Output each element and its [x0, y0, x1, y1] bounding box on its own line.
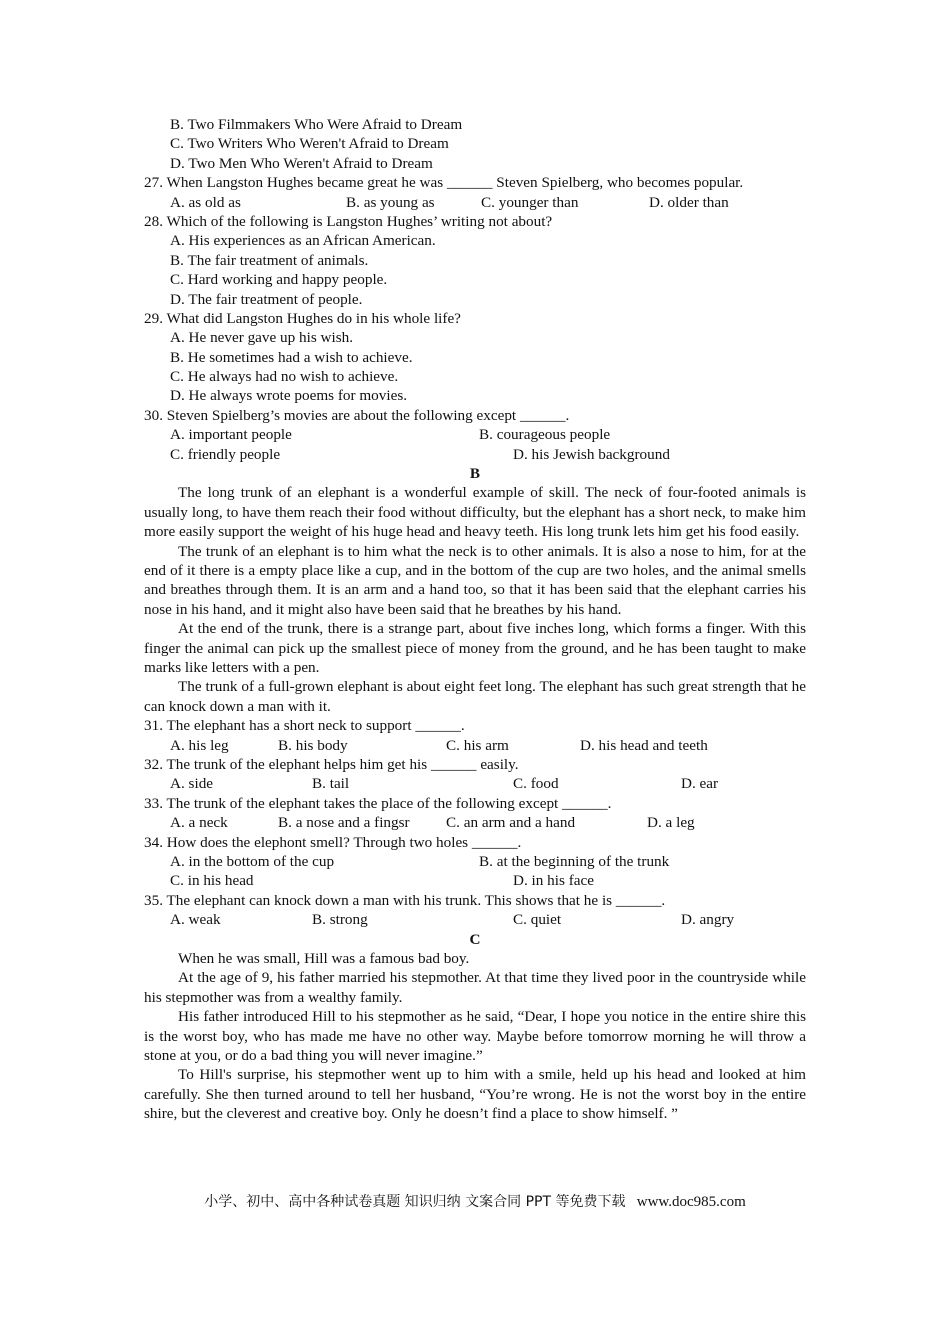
q31-option-d: D. his head and teeth — [580, 736, 708, 754]
q33-option-d: D. a leg — [647, 814, 695, 832]
q28-option-d: D. The fair treatment of people. — [170, 290, 363, 308]
q29-option-c: C. He always had no wish to achieve. — [170, 368, 399, 386]
q30-option-b: B. courageous people — [479, 426, 611, 444]
page-footer — [0, 1191, 950, 1211]
footer-url[interactable]: www.doc985.com — [636, 1194, 746, 1210]
q28-option-b: B. The fair treatment of animals. — [170, 251, 369, 269]
section-b-paragraph-2: The trunk of an elephant is to him what the neck is to other animals. It is also a nose to him, for at the end of it there is a empty place like a cup, and in the bottom of the cup are two holes, and the animal smells and breathes through them. It is an arm and a hand too, so that it has been said that the elephant carries his nose in his hand, and it might also have been said that he breathes by his hand. — [144, 542, 806, 618]
q26-option-b: B. Two Filmmakers Who Were Afraid to Dream — [170, 116, 463, 133]
q27-option-b: B. as young as — [346, 193, 435, 211]
q31-option-c: C. his arm — [446, 736, 509, 754]
q26-option-d: D. Two Men Who Weren't Afraid to Dream — [170, 154, 433, 172]
section-c-paragraph-4: To Hill's surprise, his stepmother went up to him with a smile, held up his head and looked at him carefully. She then turned around to tell her husband, “You’re wrong. He is not the worst boy in the entire shire, but the cleverest and creative boy. Only he doesn’t find a place to show himself. ” — [144, 1066, 806, 1123]
q33-option-b: B. a nose and a fingsr — [278, 814, 410, 832]
footer-text: 小学、初中、高中各种试卷真题 知识归纳 文案合同 PPT 等免费下载 — [204, 1194, 626, 1210]
q30-option-c: C. friendly people — [170, 445, 281, 463]
q32-option-c: C. food — [513, 775, 559, 793]
q32-options — [144, 774, 806, 793]
q27-options — [144, 193, 806, 212]
q35-option-c: C. quiet — [513, 911, 562, 929]
section-c-paragraph-2: At the age of 9, his father married his stepmother. At that time they lived poor in the countryside while his stepmother was from a wealthy family. — [144, 969, 806, 1006]
q31-option-a: A. his leg — [170, 736, 229, 754]
q35-option-d: D. angry — [681, 911, 735, 929]
section-b-paragraph-3: At the end of the trunk, there is a strange part, about five inches long, which forms a finger. With this finger the animal can pick up the smallest piece of money from the ground, and he has been taught to make marks like letters with a pen. — [144, 620, 806, 677]
q31-option-b: B. his body — [278, 736, 348, 754]
section-b-paragraph-4: The trunk of a full-grown elephant is about eight feet long. The elephant has such great strength that he can knock down a man with it. — [144, 678, 806, 715]
q35-option-a: A. weak — [170, 911, 221, 929]
q30-options-row1 — [144, 425, 806, 444]
q30-stem: 30. Steven Spielberg’s movies are about the following except ______. — [144, 406, 570, 424]
q27-stem: 27. When Langston Hughes became great he was ______ Steven Spielberg, who becomes popular. — [144, 174, 744, 192]
q33-option-c: C. an arm and a hand — [446, 814, 576, 832]
q35-stem: 35. The elephant can knock down a man with his trunk. This shows that he is ______. — [144, 891, 666, 909]
q29-option-d: D. He always wrote poems for movies. — [170, 387, 408, 405]
q34-option-a: A. in the bottom of the cup — [170, 853, 335, 871]
q32-stem: 32. The trunk of the elephant helps him get his ______ easily. — [144, 756, 519, 774]
q34-stem: 34. How does the elephont smell? Through two holes ______. — [144, 833, 522, 851]
section-c-heading: C — [469, 930, 481, 948]
document-body — [144, 115, 806, 1124]
q32-option-d: D. ear — [681, 775, 719, 793]
q30-option-d: D. his Jewish background — [513, 445, 670, 463]
section-b-heading: B — [469, 465, 481, 483]
section-c-paragraph-1: When he was small, Hill was a famous bad boy. — [178, 949, 470, 967]
q34-options-row2 — [144, 871, 806, 890]
q34-options-row1 — [144, 852, 806, 871]
q27-option-a: A. as old as — [170, 193, 241, 211]
q26-option-c: C. Two Writers Who Weren't Afraid to Dream — [170, 135, 449, 153]
q30-options-row2 — [144, 445, 806, 464]
section-b-paragraph-1: The long trunk of an elephant is a wonderful example of skill. The neck of four-footed animals is usually long, to have them reach their food without difficulty, but the elephant has a short neck, to make him more easily support the weight of his huge head and heavy teeth. His long trunk lets him get his food easily. — [144, 484, 806, 541]
q28-option-a: A. His experiences as an African American. — [170, 232, 436, 250]
q35-option-b: B. strong — [312, 911, 368, 929]
q33-option-a: A. a neck — [170, 814, 228, 832]
q33-options — [144, 813, 806, 832]
section-c-paragraph-3: His father introduced Hill to his stepmother as he said, “Dear, I hope you notice in the entire shire this is the worst boy, who has made me have no other way. Maybe before tomorrow morning he will throw a stone at you, or do a bad thing you will never imagine.” — [144, 1008, 806, 1065]
q31-stem: 31. The elephant has a short neck to support ______. — [144, 717, 465, 735]
q34-option-b: B. at the beginning of the trunk — [479, 853, 670, 871]
q28-stem: 28. Which of the following is Langston Hughes’ writing not about? — [144, 212, 553, 230]
q33-stem: 33. The trunk of the elephant takes the place of the following except ______. — [144, 794, 612, 812]
q31-options — [144, 736, 806, 755]
q27-option-c: C. younger than — [481, 193, 579, 211]
q34-option-d: D. in his face — [513, 872, 594, 890]
q29-stem: 29. What did Langston Hughes do in his whole life? — [144, 309, 461, 327]
q34-option-c: C. in his head — [170, 872, 254, 890]
q35-options — [144, 910, 806, 929]
q32-option-b: B. tail — [312, 775, 350, 793]
q29-option-a: A. He never gave up his wish. — [170, 329, 354, 347]
q32-option-a: A. side — [170, 775, 214, 793]
q27-option-d: D. older than — [649, 193, 729, 211]
q30-option-a: A. important people — [170, 426, 292, 444]
q29-option-b: B. He sometimes had a wish to achieve. — [170, 348, 413, 366]
q28-option-c: C. Hard working and happy people. — [170, 271, 388, 289]
